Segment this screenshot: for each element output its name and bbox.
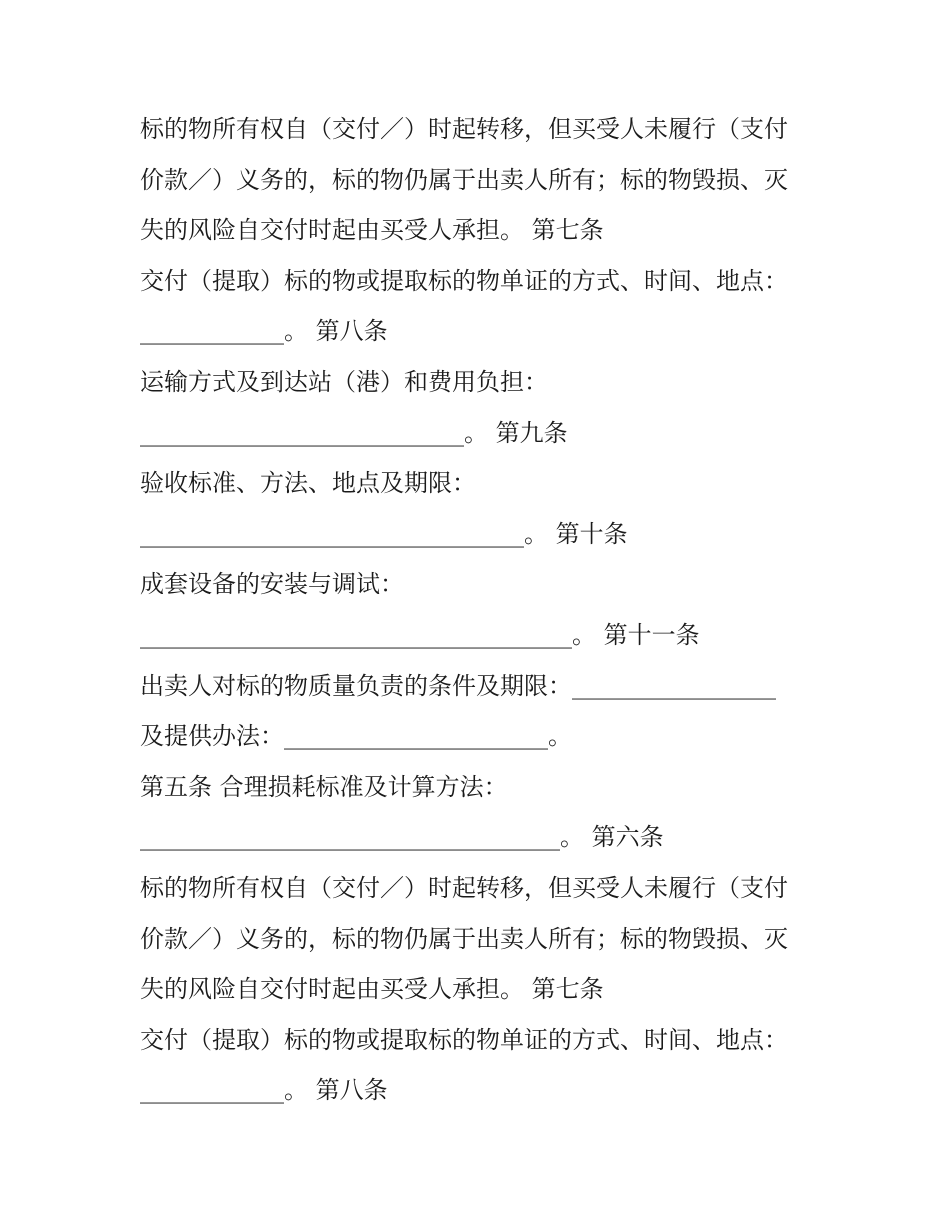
text-line: 标的物所有权自（交付／）时起转移，但买受人未履行（支付 (140, 115, 788, 143)
text-line: 成套设备的安装与调试： (140, 570, 404, 599)
text-line: ____________。 第八条 (140, 1076, 388, 1105)
text-line: 交付（提取）标的物或提取标的物单证的方式、时间、地点： (140, 1025, 788, 1054)
text-line: 标的物所有权自（交付／）时起转移，但买受人未履行（支付 (140, 873, 788, 902)
text-line: ___________________________________。 第六条 (140, 823, 664, 852)
text-line: ________________________________。 第十条 (140, 519, 628, 548)
text-line: ___________________________。 第九条 (140, 418, 568, 447)
text-line: 出卖人对标的物质量负责的条件及期限：_________________ (140, 671, 776, 700)
text-line: ____________。 第八条 (140, 317, 388, 346)
text-line: 运输方式及到达站（港）和费用负担： (140, 367, 548, 396)
text-line: 及提供办法：______________________。 (140, 722, 572, 751)
text-line: 验收标准、方法、地点及期限： (140, 469, 476, 498)
text-line: 失的风险自交付时起由买受人承担。 第七条 (140, 216, 604, 245)
text-line: 价款／）义务的，标的物仍属于出卖人所有；标的物毁损、灭 (140, 924, 788, 953)
text-line: 交付（提取）标的物或提取标的物单证的方式、时间、地点： (140, 266, 788, 295)
text-line: 价款／）义务的，标的物仍属于出卖人所有；标的物毁损、灭 (140, 165, 788, 194)
text-line: 第五条 合理损耗标准及计算方法： (140, 772, 508, 801)
text-line: 失的风险自交付时起由买受人承担。 第七条 (140, 975, 604, 1004)
contract-text (140, 104, 820, 1116)
text-line: ____________________________________。 第十一条 (140, 620, 700, 649)
